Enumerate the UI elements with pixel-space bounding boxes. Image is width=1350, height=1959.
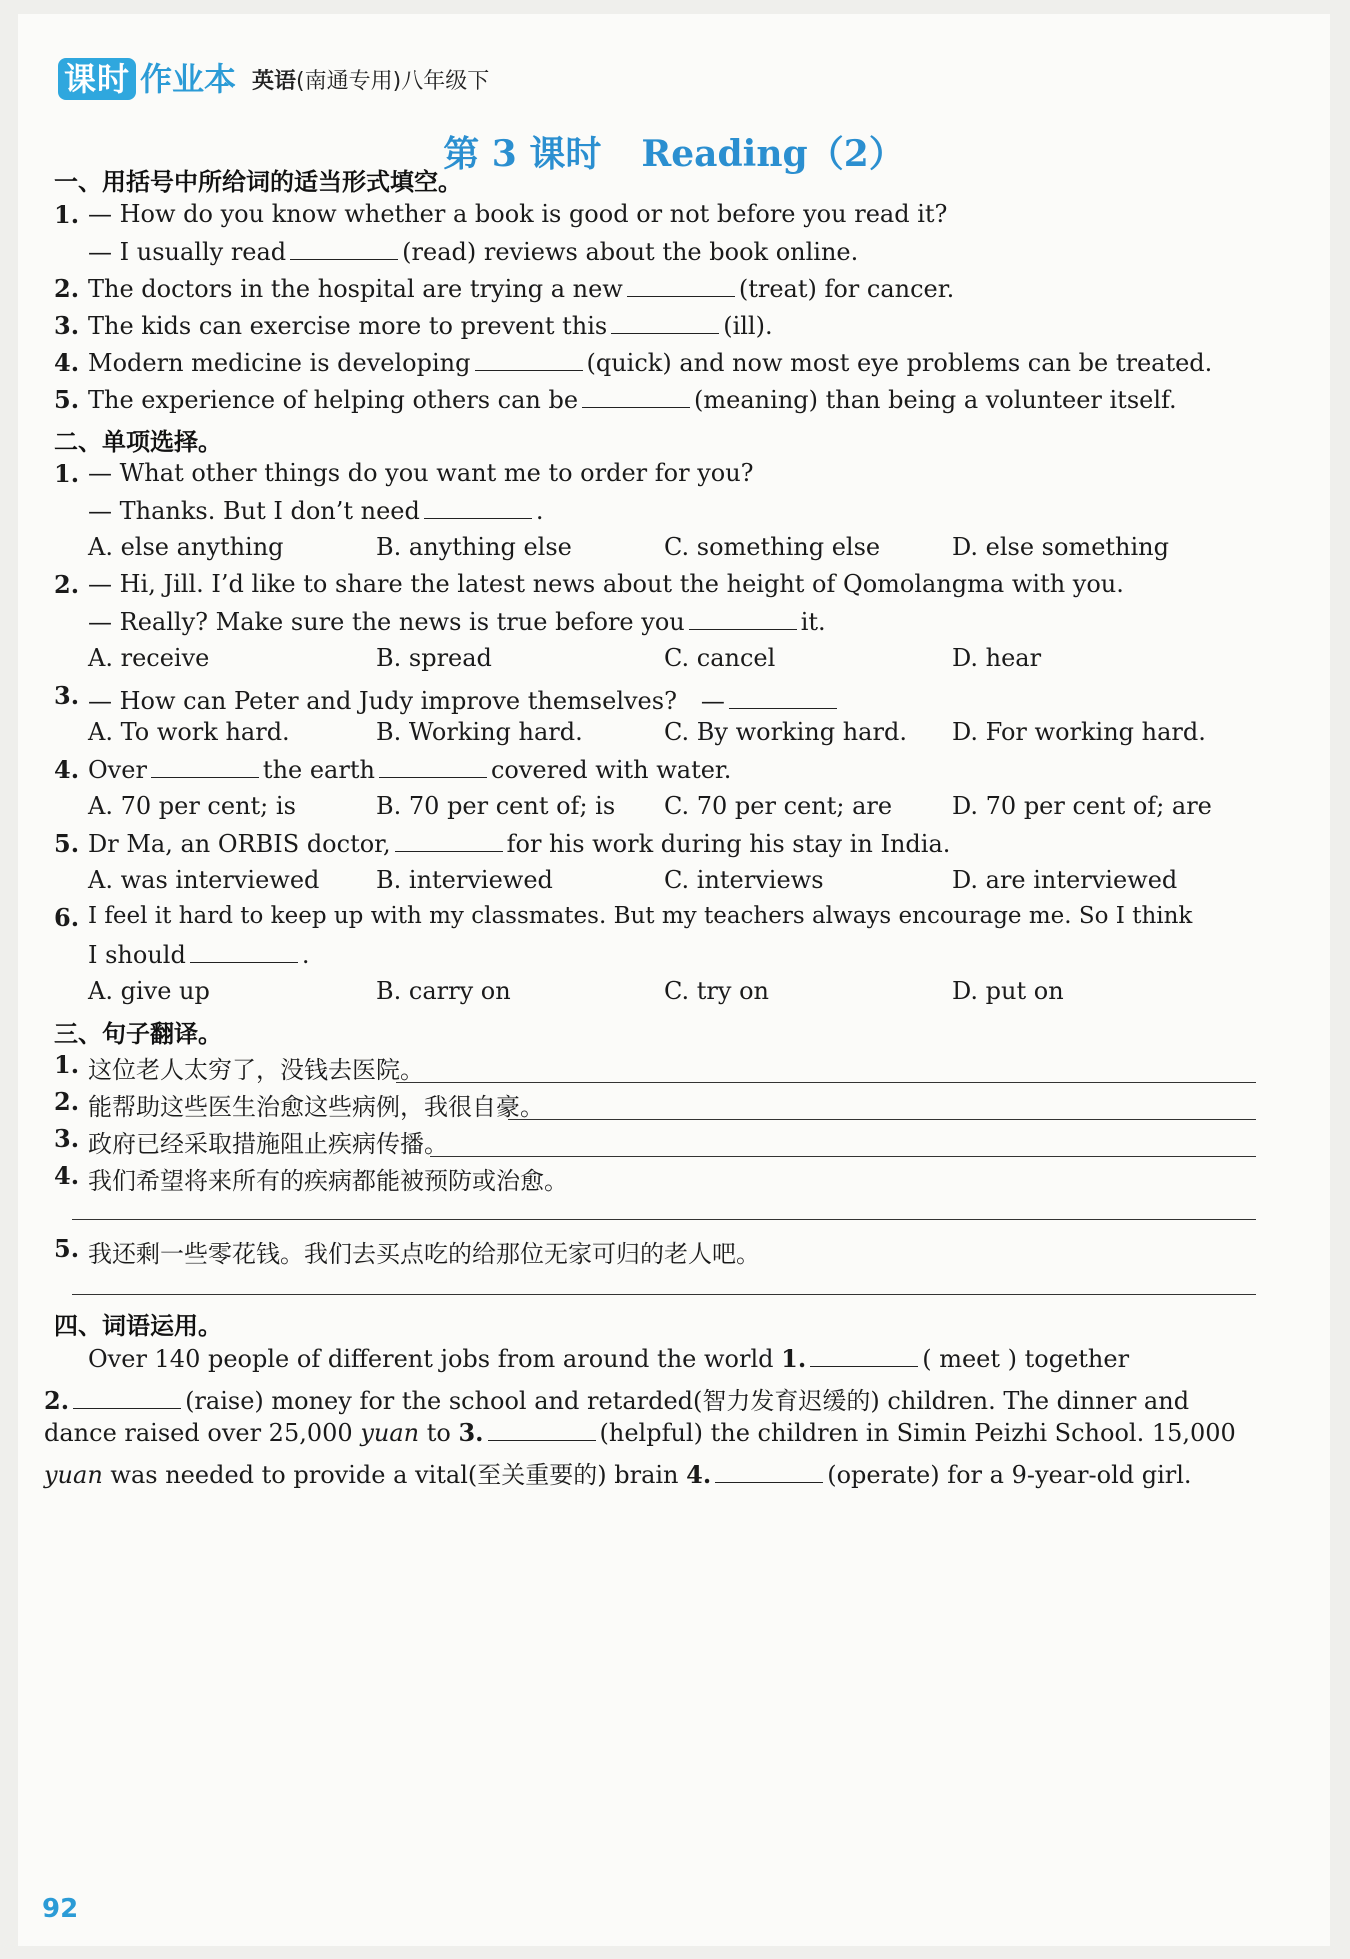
section-2-heading: 二、单项选择。 — [54, 428, 222, 456]
answer-blank[interactable] — [424, 496, 532, 519]
answer-blank[interactable] — [475, 348, 583, 371]
page-number: 92 — [42, 1894, 79, 1924]
option-c[interactable]: C. By working hard. — [664, 718, 907, 746]
section-4-heading: 四、词语运用。 — [54, 1312, 222, 1340]
answer-blank[interactable] — [395, 829, 503, 852]
option-a[interactable]: A. receive — [88, 644, 210, 672]
option-a[interactable]: A. was interviewed — [88, 866, 320, 894]
answer-blank[interactable] — [689, 607, 797, 630]
option-d[interactable]: D. For working hard. — [952, 718, 1206, 746]
option-b[interactable]: B. spread — [376, 644, 492, 672]
translation-prompt: 能帮助这些医生治愈这些病例，我很自豪。 — [88, 1093, 544, 1121]
option-c[interactable]: C. interviews — [664, 866, 824, 894]
answer-line[interactable] — [430, 1156, 1256, 1157]
question-text: — How can Peter and Judy improve themselves? — — [88, 681, 841, 716]
option-c[interactable]: C. 70 per cent; are — [664, 792, 893, 820]
answer-blank[interactable] — [379, 755, 487, 778]
answer-blank[interactable] — [729, 686, 837, 709]
series-logo — [58, 58, 236, 100]
option-a[interactable]: A. give up — [88, 977, 210, 1005]
question-text: The doctors in the hospital are trying a new (treat) for cancer. — [88, 275, 955, 303]
page-header — [58, 58, 489, 100]
question-number: 5. — [54, 1234, 80, 1263]
question-text: Modern medicine is developing (quick) and now most eye problems can be treated. — [88, 349, 1213, 377]
question-number: 5. — [54, 829, 80, 858]
section-3-heading: 三、句子翻译。 — [54, 1020, 222, 1048]
answer-blank[interactable] — [488, 1418, 596, 1441]
option-d[interactable]: D. are interviewed — [952, 866, 1178, 894]
question-text: — Hi, Jill. I’d like to share the latest news about the height of Qomolangma with you. — [88, 570, 1124, 598]
option-b[interactable]: B. Working hard. — [376, 718, 583, 746]
answer-line[interactable] — [72, 1294, 1256, 1295]
answer-line[interactable] — [508, 1119, 1256, 1120]
question-text: The experience of helping others can be (meaning) than being a volunteer itself. — [88, 386, 1177, 414]
question-text: The kids can exercise more to prevent this (ill). — [88, 312, 773, 340]
option-a[interactable]: A. 70 per cent; is — [88, 792, 296, 820]
passage-line: Over 140 people of different jobs from around the world 1. ( meet ) together — [88, 1344, 1130, 1373]
question-text: — How do you know whether a book is good or not before you read it? — [88, 200, 948, 228]
option-a[interactable]: A. else anything — [88, 533, 284, 561]
option-b[interactable]: B. carry on — [376, 977, 511, 1005]
section-1-heading: 一、用括号中所给词的适当形式填空。 — [54, 168, 462, 196]
question-number: 6. — [54, 903, 80, 932]
answer-line[interactable] — [396, 1082, 1256, 1083]
logo-keshi: 课时 — [58, 58, 136, 100]
question-number: 1. — [54, 200, 80, 229]
answer-blank[interactable] — [715, 1460, 823, 1483]
answer-blank[interactable] — [611, 311, 719, 334]
option-d[interactable]: D. 70 per cent of; are — [952, 792, 1212, 820]
option-d[interactable]: D. hear — [952, 644, 1042, 672]
answer-blank[interactable] — [73, 1386, 181, 1409]
lesson-title: 第 3 课时 Reading（2） — [443, 133, 905, 175]
option-c[interactable]: C. try on — [664, 977, 769, 1005]
answer-blank[interactable] — [151, 755, 259, 778]
question-number: 4. — [54, 755, 80, 784]
question-text: Dr Ma, an ORBIS doctor, for his work during his stay in India. — [88, 830, 951, 858]
question-text: — I usually read (read) reviews about the book online. — [88, 238, 859, 266]
question-text: I feel it hard to keep up with my classmates. But my teachers always encourage me. So I think — [88, 903, 1193, 929]
question-text: — What other things do you want me to order for you? — [88, 459, 754, 487]
question-text: — Really? Make sure the news is true before you it. — [88, 608, 826, 636]
question-text: — Thanks. But I don’t need . — [88, 497, 544, 525]
translation-prompt: 这位老人太穷了，没钱去医院。 — [88, 1056, 424, 1084]
answer-line[interactable] — [72, 1219, 1256, 1220]
option-d[interactable]: D. else something — [952, 533, 1169, 561]
question-number: 4. — [54, 1161, 80, 1190]
passage-line: 2. (raise) money for the school and retarded(智力发育迟缓的) children. The dinner and — [44, 1386, 1190, 1415]
option-c[interactable]: C. cancel — [664, 644, 776, 672]
passage-line: yuan was needed to provide a vital(至关重要的) brain 4. (operate) for a 9-year-old girl. — [44, 1460, 1192, 1489]
question-text: Over the earth covered with water. — [88, 756, 732, 784]
question-number: 1. — [54, 459, 80, 488]
question-number: 5. — [54, 385, 80, 414]
question-number: 2. — [54, 1087, 80, 1116]
question-number: 2. — [54, 274, 80, 303]
worksheet-page — [18, 14, 1330, 1946]
subject-label: 英语(南通专用)八年级下 — [252, 68, 490, 94]
question-number: 4. — [54, 348, 80, 377]
question-number: 3. — [54, 1124, 80, 1153]
question-number: 3. — [54, 681, 80, 710]
passage-line: dance raised over 25,000 yuan to 3. (helpful) the children in Simin Peizhi School. 15,000 — [44, 1418, 1236, 1447]
question-text: I should . — [88, 941, 310, 969]
answer-blank[interactable] — [582, 385, 690, 408]
answer-blank[interactable] — [627, 274, 735, 297]
question-number: 1. — [54, 1050, 80, 1079]
option-a[interactable]: A. To work hard. — [88, 718, 290, 746]
option-b[interactable]: B. 70 per cent of; is — [376, 792, 616, 820]
answer-blank[interactable] — [810, 1344, 918, 1367]
option-d[interactable]: D. put on — [952, 977, 1064, 1005]
option-b[interactable]: B. interviewed — [376, 866, 553, 894]
translation-prompt: 我们希望将来所有的疾病都能被预防或治愈。 — [88, 1167, 568, 1195]
question-number: 2. — [54, 570, 80, 599]
translation-prompt: 政府已经采取措施阻止疾病传播。 — [88, 1130, 448, 1158]
option-b[interactable]: B. anything else — [376, 533, 572, 561]
answer-blank[interactable] — [290, 237, 398, 260]
answer-blank[interactable] — [190, 940, 298, 963]
option-c[interactable]: C. something else — [664, 533, 881, 561]
translation-prompt: 我还剩一些零花钱。我们去买点吃的给那位无家可归的老人吧。 — [88, 1240, 760, 1268]
logo-zuoyeben: 作业本 — [140, 60, 237, 98]
question-number: 3. — [54, 311, 80, 340]
